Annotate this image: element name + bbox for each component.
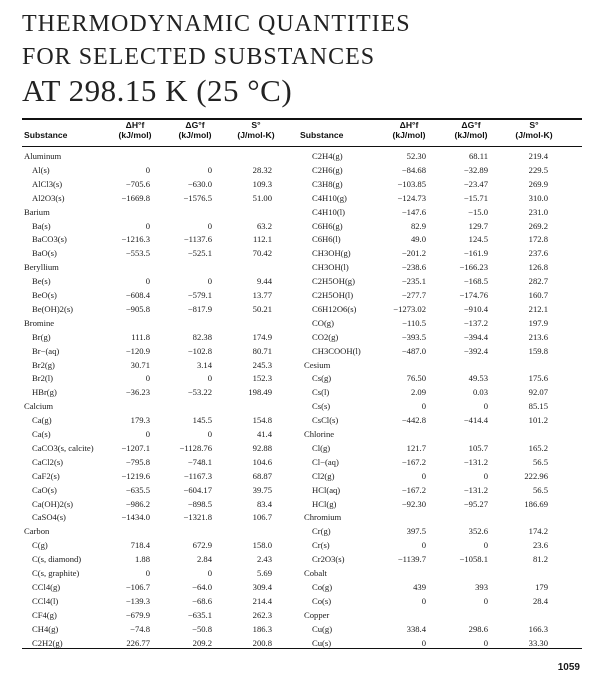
substance-name: C4H10(g) bbox=[312, 192, 347, 203]
s-value: 198.49 bbox=[248, 387, 272, 398]
dh-value: −1207.1 bbox=[121, 442, 150, 453]
dg-value: 0 bbox=[483, 637, 488, 648]
dh-value: 226.77 bbox=[126, 637, 150, 648]
table-bottom-rule bbox=[22, 648, 582, 649]
right-header-dg bbox=[444, 120, 498, 140]
left-header-s-unit: (J/mol-K) bbox=[237, 130, 275, 140]
dg-value: 209.2 bbox=[192, 637, 212, 648]
s-value: 213.6 bbox=[528, 331, 548, 342]
dh-value: 30.71 bbox=[130, 359, 150, 370]
dg-value: −1167.3 bbox=[183, 470, 212, 481]
dg-value: −23.47 bbox=[463, 178, 488, 189]
left-header-dg bbox=[168, 120, 222, 140]
substance-name: Co(g) bbox=[312, 581, 333, 592]
substance-name: CaCO3(s, calcite) bbox=[32, 442, 94, 453]
left-header-dh bbox=[108, 120, 162, 140]
dh-value: −235.1 bbox=[401, 276, 426, 287]
dg-value: 0 bbox=[483, 540, 488, 551]
dg-value: 0 bbox=[483, 470, 488, 481]
s-value: 101.2 bbox=[528, 415, 548, 426]
substance-name: Cl2(g) bbox=[312, 470, 335, 481]
substance-name: C4H10(l) bbox=[312, 206, 345, 217]
s-value: 158.0 bbox=[252, 540, 272, 551]
element-group-heading: Copper bbox=[304, 609, 330, 620]
table-top-rule bbox=[22, 118, 582, 120]
s-value: 33.30 bbox=[528, 637, 548, 648]
s-value: 245.3 bbox=[252, 359, 272, 370]
s-value: 269.2 bbox=[528, 220, 548, 231]
substance-name: HCl(g) bbox=[312, 498, 337, 509]
dh-value: −238.6 bbox=[401, 262, 426, 273]
substance-name: C3H8(g) bbox=[312, 178, 343, 189]
dh-value: −1434.0 bbox=[121, 512, 150, 523]
substance-name: C2H4(g) bbox=[312, 151, 343, 161]
dg-value: −910.4 bbox=[463, 303, 488, 314]
element-group-heading: Chlorine bbox=[304, 429, 335, 439]
dh-value: 111.8 bbox=[131, 331, 150, 342]
right-header-s-unit: (J/mol-K) bbox=[515, 130, 553, 140]
left-header-dg-symbol: ΔG°f bbox=[185, 120, 205, 130]
substance-name: HBr(g) bbox=[32, 387, 57, 398]
dg-value: −131.2 bbox=[463, 456, 488, 467]
s-value: 70.42 bbox=[252, 248, 272, 259]
dg-value: 672.9 bbox=[192, 540, 212, 551]
dg-value: 0 bbox=[207, 276, 212, 287]
left-header-s-symbol: S° bbox=[251, 120, 261, 130]
dg-value: 0.03 bbox=[472, 387, 488, 398]
s-value: 160.7 bbox=[528, 290, 548, 300]
substance-name: Cs(g) bbox=[312, 373, 332, 384]
substance-name: BaCO3(s) bbox=[32, 234, 67, 245]
substance-name: CO2(g) bbox=[312, 331, 339, 342]
dh-value: −553.5 bbox=[125, 248, 150, 259]
s-value: 13.77 bbox=[252, 290, 272, 300]
dh-value: −795.8 bbox=[125, 456, 150, 467]
s-value: 56.5 bbox=[532, 484, 548, 495]
substance-name: AlCl3(s) bbox=[32, 178, 63, 189]
dg-value: −68.6 bbox=[192, 595, 212, 606]
dh-value: 0 bbox=[421, 470, 426, 481]
dh-value: 0 bbox=[145, 373, 150, 384]
dh-value: 2.09 bbox=[410, 387, 426, 398]
dh-value: 0 bbox=[145, 568, 150, 578]
dh-value: −124.73 bbox=[397, 192, 426, 203]
dg-value: 0 bbox=[483, 401, 488, 412]
dh-value: 179.3 bbox=[130, 415, 150, 426]
dh-value: −103.85 bbox=[397, 178, 426, 189]
dg-value: −32.89 bbox=[463, 164, 488, 175]
dg-value: 298.6 bbox=[468, 623, 488, 634]
s-value: 175.6 bbox=[528, 373, 548, 384]
table-header-rule bbox=[22, 146, 582, 147]
dh-value: −106.7 bbox=[125, 581, 150, 592]
page-title bbox=[22, 8, 411, 107]
substance-name: Cl(g) bbox=[312, 442, 331, 453]
s-value: 179 bbox=[535, 581, 548, 592]
dh-value: 49.0 bbox=[410, 234, 426, 245]
dh-value: 82.9 bbox=[410, 220, 426, 231]
s-value: 5.69 bbox=[256, 568, 272, 578]
dh-value: 0 bbox=[145, 276, 150, 287]
dh-value: 0 bbox=[421, 595, 426, 606]
dg-value: 3.14 bbox=[196, 359, 212, 370]
substance-name: Ca(OH)2(s) bbox=[32, 498, 74, 509]
dh-value: 0 bbox=[145, 164, 150, 175]
substance-name: CH4(g) bbox=[32, 623, 59, 634]
dh-value: −679.9 bbox=[125, 609, 150, 620]
dh-value: −1219.6 bbox=[121, 470, 150, 481]
dh-value: −74.8 bbox=[130, 623, 150, 634]
substance-name: CO(g) bbox=[312, 317, 334, 328]
substance-name: C2H6(g) bbox=[312, 164, 343, 175]
dh-value: −36.23 bbox=[125, 387, 150, 398]
s-value: 106.7 bbox=[252, 512, 272, 523]
substance-name: Co(s) bbox=[312, 595, 332, 606]
substance-name: Cu(s) bbox=[312, 637, 332, 648]
dg-value: −166.23 bbox=[459, 262, 488, 273]
s-value: 310.0 bbox=[528, 192, 548, 203]
substance-name: CCl4(g) bbox=[32, 581, 61, 592]
dg-value: −392.4 bbox=[463, 345, 488, 356]
element-group-heading: Carbon bbox=[24, 526, 50, 537]
substance-name: CH3OH(l) bbox=[312, 262, 349, 273]
dg-value: −1576.5 bbox=[183, 192, 212, 203]
s-value: 56.5 bbox=[532, 456, 548, 467]
s-value: 197.9 bbox=[528, 317, 548, 328]
s-value: 109.3 bbox=[252, 178, 272, 189]
substance-name: Br−(aq) bbox=[32, 345, 60, 356]
dg-value: −131.2 bbox=[463, 484, 488, 495]
dh-value: −905.8 bbox=[125, 303, 150, 314]
substance-name: Be(OH)2(s) bbox=[32, 303, 74, 314]
s-value: 92.07 bbox=[528, 387, 548, 398]
dg-value: −525.1 bbox=[187, 248, 212, 259]
dh-value: −110.5 bbox=[402, 317, 426, 328]
s-value: 50.21 bbox=[252, 303, 272, 314]
s-value: 174.2 bbox=[528, 526, 548, 537]
dh-value: 76.50 bbox=[406, 373, 426, 384]
dg-value: 352.6 bbox=[468, 526, 488, 537]
dg-value: 0 bbox=[207, 568, 212, 578]
substance-name: BeO(s) bbox=[32, 290, 57, 300]
s-value: 222.96 bbox=[524, 470, 548, 481]
substance-name: CH3OH(g) bbox=[312, 248, 351, 259]
s-value: 212.1 bbox=[528, 303, 548, 314]
dg-value: −174.76 bbox=[459, 290, 488, 300]
substance-name: Br2(g) bbox=[32, 359, 55, 370]
dg-value: 124.5 bbox=[468, 234, 488, 245]
dg-value: −1321.8 bbox=[183, 512, 212, 523]
dg-value: 0 bbox=[207, 164, 212, 175]
substance-name: C2H5OH(g) bbox=[312, 276, 355, 287]
substance-name: Ca(g) bbox=[32, 415, 52, 426]
dh-value: 0 bbox=[145, 220, 150, 231]
page-number: 1059 bbox=[557, 662, 580, 673]
dg-value: 0 bbox=[207, 373, 212, 384]
dg-value: −168.5 bbox=[463, 276, 488, 287]
dh-value: 397.5 bbox=[406, 526, 426, 537]
s-value: 269.9 bbox=[528, 178, 548, 189]
s-value: 9.44 bbox=[256, 276, 272, 287]
dg-value: −64.0 bbox=[192, 581, 212, 592]
element-group-heading: Aluminum bbox=[24, 151, 62, 161]
dg-value: 0 bbox=[207, 220, 212, 231]
s-value: 112.1 bbox=[252, 234, 272, 245]
substance-name: Cr(s) bbox=[312, 540, 330, 551]
dh-value: −1139.7 bbox=[397, 554, 426, 565]
dg-value: −635.1 bbox=[187, 609, 212, 620]
substance-name: Ba(s) bbox=[32, 220, 51, 231]
dg-value: −604.17 bbox=[183, 484, 212, 495]
substance-name: C6H6(l) bbox=[312, 234, 341, 245]
s-value: 104.6 bbox=[252, 456, 272, 467]
substance-name: Cs(l) bbox=[312, 387, 330, 398]
s-value: 63.2 bbox=[256, 220, 272, 231]
dg-value: −137.2 bbox=[463, 317, 488, 328]
s-value: 166.3 bbox=[528, 623, 548, 634]
s-value: 262.3 bbox=[252, 609, 272, 620]
s-value: 186.3 bbox=[252, 623, 272, 634]
dh-value: −1273.02 bbox=[393, 303, 426, 314]
dg-value: −579.1 bbox=[187, 290, 212, 300]
dh-value: −84.68 bbox=[401, 164, 426, 175]
title-line-2: FOR SELECTED SUBSTANCES bbox=[22, 44, 376, 70]
element-group-heading: Cesium bbox=[304, 359, 331, 370]
s-value: 81.2 bbox=[532, 554, 548, 565]
dg-value: 0 bbox=[207, 429, 212, 439]
s-value: 231.0 bbox=[528, 206, 548, 217]
dh-value: 0 bbox=[421, 540, 426, 551]
dg-value: −414.4 bbox=[463, 415, 488, 426]
s-value: 154.8 bbox=[252, 415, 272, 426]
substance-name: C(g) bbox=[32, 540, 48, 551]
dg-value: 105.7 bbox=[468, 442, 488, 453]
dg-value: 82.38 bbox=[192, 331, 212, 342]
substance-name: C6H6(g) bbox=[312, 220, 343, 231]
substance-name: Br2(l) bbox=[32, 373, 54, 384]
s-value: 2.43 bbox=[256, 554, 272, 565]
dg-value: −1058.1 bbox=[459, 554, 488, 565]
element-group-heading: Calcium bbox=[24, 401, 54, 412]
dh-value: −635.5 bbox=[125, 484, 150, 495]
substance-name: C6H12O6(s) bbox=[312, 303, 357, 314]
s-value: 28.32 bbox=[252, 164, 272, 175]
dg-value: −898.5 bbox=[187, 498, 212, 509]
dg-value: −1137.6 bbox=[183, 234, 212, 245]
substance-name: Cr2O3(s) bbox=[312, 554, 345, 565]
s-value: 85.15 bbox=[528, 401, 548, 412]
dg-value: 68.11 bbox=[468, 151, 488, 161]
right-header-dh-unit: (kJ/mol) bbox=[392, 130, 426, 140]
dh-value: 0 bbox=[145, 429, 150, 439]
s-value: 159.8 bbox=[528, 345, 548, 356]
substance-name: HCl(aq) bbox=[312, 484, 341, 495]
element-group-heading: Cobalt bbox=[304, 568, 327, 578]
substance-name: Be(s) bbox=[32, 276, 51, 287]
dh-value: −608.4 bbox=[125, 290, 150, 300]
dh-value: −986.2 bbox=[125, 498, 150, 509]
dh-value: −1216.3 bbox=[121, 234, 150, 245]
s-value: 80.71 bbox=[252, 345, 272, 356]
dg-value: −95.27 bbox=[463, 498, 488, 509]
s-value: 219.4 bbox=[528, 151, 548, 161]
s-value: 41.4 bbox=[256, 429, 272, 439]
right-header-dh-symbol: ΔH°f bbox=[399, 120, 419, 130]
substance-name: C(s, diamond) bbox=[32, 554, 82, 565]
left-header-dh-symbol: ΔH°f bbox=[125, 120, 145, 130]
dg-value: −748.1 bbox=[187, 456, 212, 467]
title-line-1: THERMODYNAMIC QUANTITIES bbox=[22, 11, 411, 37]
substance-name: Cu(g) bbox=[312, 623, 333, 634]
dg-value: −50.8 bbox=[192, 623, 212, 634]
dh-value: −393.5 bbox=[401, 331, 426, 342]
right-header-dg-symbol: ΔG°f bbox=[461, 120, 481, 130]
dh-value: −147.6 bbox=[401, 206, 426, 217]
dh-value: 121.7 bbox=[406, 442, 426, 453]
dg-value: 145.5 bbox=[192, 415, 212, 426]
s-value: 39.75 bbox=[252, 484, 272, 495]
right-header-dg-unit: (kJ/mol) bbox=[454, 130, 488, 140]
substance-name: Ca(s) bbox=[32, 429, 51, 439]
substance-name: C(s, graphite) bbox=[32, 568, 80, 578]
s-value: 83.4 bbox=[256, 498, 272, 509]
dg-value: −630.0 bbox=[187, 178, 212, 189]
dh-value: 439 bbox=[413, 581, 426, 592]
right-header-s-symbol: S° bbox=[529, 120, 539, 130]
substance-name: Br(g) bbox=[32, 331, 51, 342]
s-value: 23.6 bbox=[532, 540, 548, 551]
s-value: 186.69 bbox=[524, 498, 548, 509]
dg-value: 0 bbox=[483, 595, 488, 606]
s-value: 51.00 bbox=[252, 192, 272, 203]
dh-value: −277.7 bbox=[401, 290, 426, 300]
dh-value: −442.8 bbox=[401, 415, 426, 426]
dg-value: −817.9 bbox=[187, 303, 212, 314]
dg-value: −394.4 bbox=[463, 331, 488, 342]
left-header-s bbox=[228, 120, 284, 140]
substance-name: Cr(g) bbox=[312, 526, 331, 537]
substance-name: CH3COOH(l) bbox=[312, 345, 361, 356]
dg-value: 2.84 bbox=[196, 554, 212, 565]
element-group-heading: Barium bbox=[24, 206, 50, 217]
substance-name: CCl4(l) bbox=[32, 595, 59, 606]
dh-value: −705.6 bbox=[125, 178, 150, 189]
dg-value: −102.8 bbox=[187, 345, 212, 356]
dh-value: 1.88 bbox=[134, 554, 150, 565]
element-group-heading: Beryllium bbox=[24, 262, 59, 273]
element-group-heading: Bromine bbox=[24, 317, 55, 328]
dh-value: −167.2 bbox=[401, 484, 426, 495]
dg-value: −161.9 bbox=[463, 248, 488, 259]
dh-value: 52.30 bbox=[406, 151, 426, 161]
substance-name: CaSO4(s) bbox=[32, 512, 66, 523]
substance-name: C2H2(g) bbox=[32, 637, 63, 648]
s-value: 309.4 bbox=[252, 581, 272, 592]
s-value: 174.9 bbox=[252, 331, 272, 342]
substance-name: Al(s) bbox=[32, 164, 50, 175]
s-value: 92.88 bbox=[252, 442, 272, 453]
dh-value: −1669.8 bbox=[121, 192, 150, 203]
substance-name: CsCl(s) bbox=[312, 415, 339, 426]
dh-value: −120.9 bbox=[125, 345, 150, 356]
substance-name: CaF2(s) bbox=[32, 470, 60, 481]
dg-value: 393 bbox=[475, 581, 488, 592]
dg-value: −53.22 bbox=[187, 387, 212, 398]
dg-value: −15.0 bbox=[468, 206, 488, 217]
left-header-dg-unit: (kJ/mol) bbox=[178, 130, 212, 140]
s-value: 237.6 bbox=[528, 248, 548, 259]
s-value: 28.4 bbox=[532, 595, 548, 606]
right-header-s bbox=[506, 120, 562, 140]
left-header-dh-unit: (kJ/mol) bbox=[118, 130, 152, 140]
s-value: 68.87 bbox=[252, 470, 272, 481]
dg-value: −15.71 bbox=[463, 192, 488, 203]
s-value: 200.8 bbox=[252, 637, 272, 648]
dh-value: 718.4 bbox=[130, 540, 150, 551]
dh-value: 0 bbox=[421, 401, 426, 412]
dg-value: −1128.76 bbox=[179, 442, 212, 453]
dh-value: −92.30 bbox=[401, 498, 426, 509]
substance-name: Cs(s) bbox=[312, 401, 331, 412]
element-group-heading: Chromium bbox=[304, 512, 342, 523]
dh-value: 0 bbox=[421, 637, 426, 648]
right-header-substance: Substance bbox=[300, 130, 344, 140]
substance-name: Cl−(aq) bbox=[312, 456, 339, 467]
substance-name: CaCl2(s) bbox=[32, 456, 64, 467]
substance-name: CaO(s) bbox=[32, 484, 57, 495]
dh-value: 338.4 bbox=[406, 623, 426, 634]
s-value: 152.3 bbox=[252, 373, 272, 384]
s-value: 172.8 bbox=[528, 234, 548, 245]
s-value: 126.8 bbox=[528, 262, 548, 273]
substance-name: CF4(g) bbox=[32, 609, 57, 620]
substance-name: C2H5OH(l) bbox=[312, 290, 354, 300]
left-header-substance: Substance bbox=[24, 130, 68, 140]
s-value: 282.7 bbox=[528, 276, 548, 287]
title-line-3: AT 298.15 K (25 °C) bbox=[22, 73, 293, 108]
s-value: 165.2 bbox=[528, 442, 548, 453]
dh-value: −139.3 bbox=[125, 595, 150, 606]
s-value: 229.5 bbox=[528, 164, 548, 175]
dh-value: −487.0 bbox=[401, 345, 426, 356]
dg-value: 49.53 bbox=[468, 373, 488, 384]
dh-value: −201.2 bbox=[401, 248, 426, 259]
substance-name: BaO(s) bbox=[32, 248, 57, 259]
dh-value: −167.2 bbox=[401, 456, 426, 467]
right-header-dh bbox=[382, 120, 436, 140]
substance-name: Al2O3(s) bbox=[32, 192, 65, 203]
s-value: 214.4 bbox=[252, 595, 272, 606]
dg-value: 129.7 bbox=[468, 220, 488, 231]
